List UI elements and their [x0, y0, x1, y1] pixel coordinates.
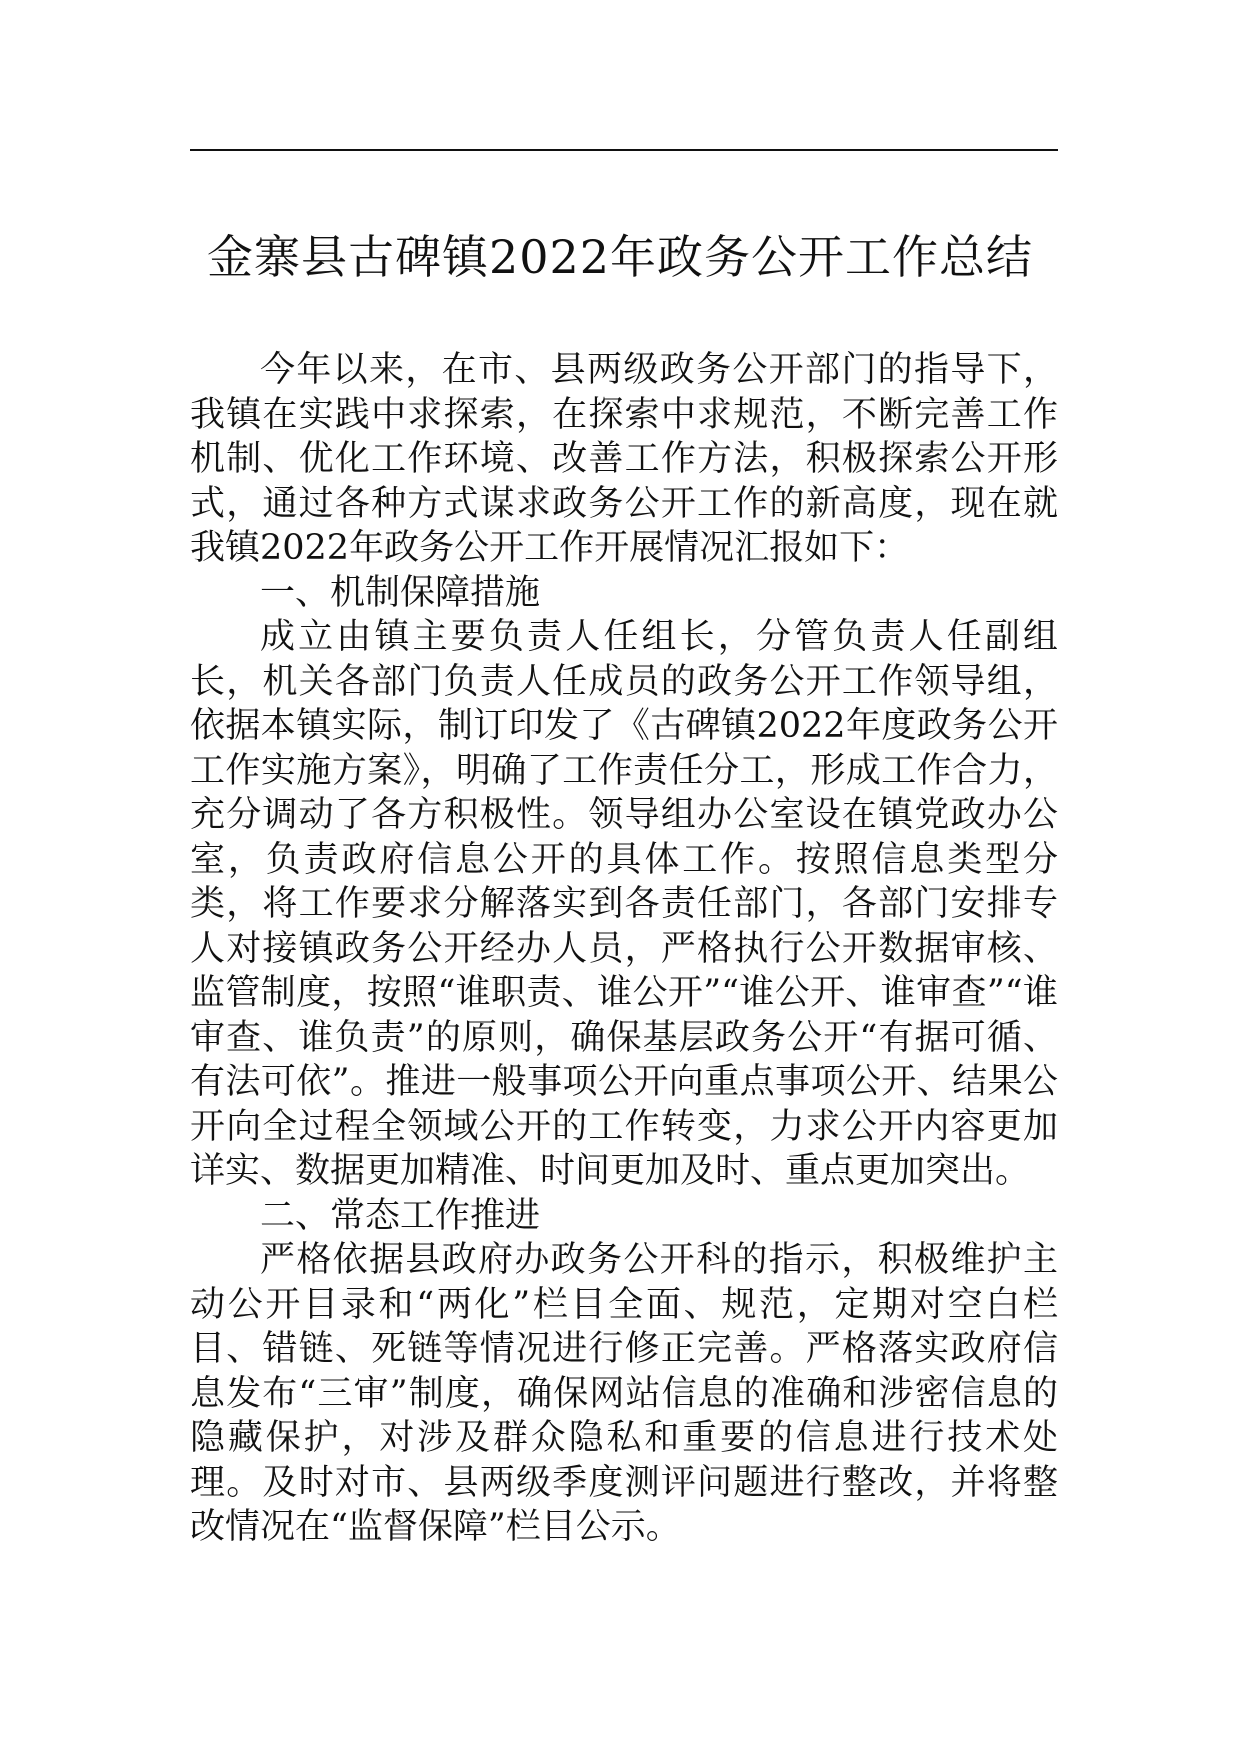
- document-body: [190, 348, 1058, 1550]
- section-1-paragraph: 成立由镇主要负责人任组长，分管负责人任副组长，机关各部门负责人任成员的政务公开工作领导组，依据本镇实际，制订印发了《古碑镇2022年度政务公开工作实施方案》，明确了工作责任分工，形成工作合力，充分调动了各方积极性。领导组办公室设在镇党政办公室，负责政府信息公开的具体工作。按照信息类型分类，将工作要求分解落实到各责任部门，各部门安排专人对接镇政务公开经办人员，严格执行公开数据审核、监管制度，按照“谁职责、谁公开”“谁公开、谁审查”“谁审查、谁负责”的原则，确保基层政务公开“有据可循、有法可依”。推进一般事项公开向重点事项公开、结果公开向全过程全领域公开的工作转变，力求公开内容更加详实、数据更加精准、时间更加及时、重点更加突出。: [190, 617, 1058, 1191]
- header-rule: [190, 149, 1058, 151]
- section-heading-2: 二、常态工作推进: [260, 1195, 541, 1236]
- section-heading-1: 一、机制保障措施: [260, 572, 541, 613]
- section-2-paragraph: 严格依据县政府办政务公开科的指示，积极维护主动公开目录和“两化”栏目全面、规范，定期对空白栏目、错链、死链等情况进行修正完善。严格落实政府信息发布“三审”制度，确保网站信息的准确和涉密信息的隐藏保护，对涉及群众隐私和重要的信息进行技术处理。及时对市、县两级季度测评问题进行整改，并将整改情况在“监督保障”栏目公示。: [190, 1240, 1058, 1547]
- intro-paragraph: 今年以来，在市、县两级政务公开部门的指导下，我镇在实践中求探索，在探索中求规范，不断完善工作机制、优化工作环境、改善工作方法，积极探索公开形式，通过各种方式谋求政务公开工作的新高度，现在就我镇2022年政务公开工作开展情况汇报如下：: [190, 350, 1058, 568]
- document-title: 金寨县古碑镇2022年政务公开工作总结: [206, 230, 1034, 284]
